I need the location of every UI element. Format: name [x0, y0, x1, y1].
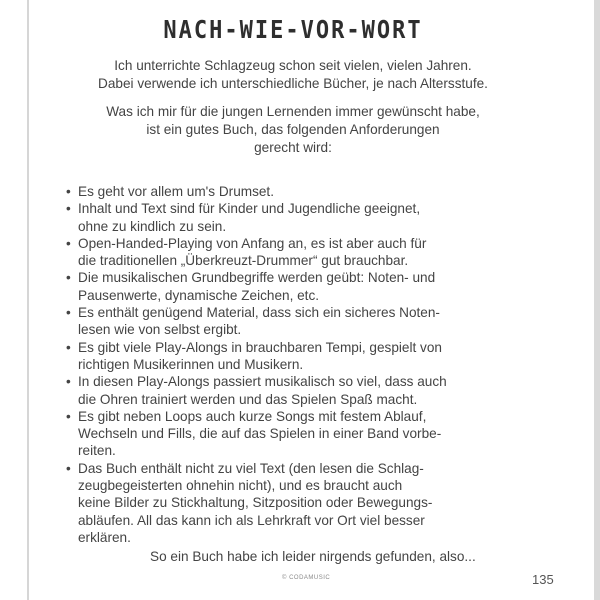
page-content	[58, 18, 528, 566]
intro-line: ist ein gutes Buch, das folgenden Anforderungen	[146, 122, 440, 137]
copyright-note: © CODAMUSIC	[282, 575, 331, 581]
page-edge-right	[594, 0, 600, 600]
requirement-line: Es gibt viele Play-Alongs in brauchbaren Tempi, gespielt von	[78, 339, 442, 355]
bullet-icon: •	[66, 374, 71, 390]
page-number: 135	[532, 572, 554, 587]
bullet-icon: •	[66, 305, 71, 321]
page-title: NACH-WIE-VOR-WORT	[163, 16, 423, 45]
requirement-line: Es enthält genügend Material, dass sich ein sicheres Noten-	[78, 305, 440, 321]
bullet-icon: •	[66, 184, 71, 199]
bullet-icon: •	[66, 339, 71, 355]
requirement-item	[66, 339, 528, 374]
requirement-line: ohne zu kindlich zu sein.	[78, 218, 227, 234]
requirement-line: die traditionellen „Überkreuzt-Drummer“ gut brauchbar.	[78, 253, 409, 269]
requirement-item	[66, 460, 528, 546]
requirement-item	[66, 304, 528, 339]
page-edge-left	[27, 0, 29, 600]
requirement-item	[66, 235, 528, 270]
requirement-item	[66, 183, 528, 200]
bullet-icon: •	[66, 460, 71, 476]
requirement-line: die Ohren trainiert werden und das Spielen Spaß macht.	[78, 391, 418, 407]
requirement-line: Pausenwerte, dynamische Zeichen, etc.	[78, 287, 320, 303]
requirement-line: keine Bilder zu Stickhaltung, Sitzposition oder Bewegungs-	[78, 495, 433, 511]
bullet-icon: •	[66, 201, 71, 217]
intro-paragraph-1	[58, 57, 528, 93]
intro-line: Ich unterrichte Schlagzeug schon seit vielen, vielen Jahren.	[114, 58, 472, 73]
bullet-icon: •	[66, 235, 71, 251]
requirement-line: zeugbegeisterten ohnehin nicht), und es braucht auch	[78, 478, 403, 494]
requirement-item	[66, 269, 528, 304]
requirement-line: Es gibt neben Loops auch kurze Songs mit festem Ablauf,	[78, 408, 427, 424]
requirement-line: Wechseln und Fills, die auf das Spielen in einer Band vorbe-	[78, 426, 442, 442]
requirement-line: In diesen Play-Alongs passiert musikalisch so viel, dass auch	[78, 374, 447, 390]
requirement-line: Inhalt und Text sind für Kinder und Jugendliche geeignet,	[78, 201, 421, 217]
bullet-icon: •	[66, 408, 71, 424]
requirement-line: Die musikalischen Grundbegriffe werden geübt: Noten- und	[78, 270, 436, 286]
requirements-list	[58, 183, 528, 546]
requirement-line: Es geht vor allem um's Drumset.	[78, 184, 274, 199]
intro-line: Was ich mir für die jungen Lernenden immer gewünscht habe,	[106, 104, 480, 119]
intro-line: Dabei verwende ich unterschiedliche Bücher, je nach Altersstufe.	[98, 76, 488, 91]
requirement-item	[66, 373, 528, 408]
requirement-line: reiten.	[78, 443, 116, 459]
intro-line: gerecht wird:	[254, 140, 332, 155]
requirement-line: abläufen. All das kann ich als Lehrkraft vor Ort viel besser	[78, 512, 425, 528]
requirement-item	[66, 200, 528, 235]
requirement-line: lesen wie von selbst ergibt.	[78, 322, 242, 338]
requirement-item	[66, 408, 528, 460]
requirement-line: erklären.	[78, 529, 131, 545]
bullet-icon: •	[66, 270, 71, 286]
intro-paragraph-2	[58, 103, 528, 157]
requirement-line: Das Buch enthält nicht zu viel Text (den lesen die Schlag-	[78, 460, 424, 476]
closing-line: So ein Buch habe ich leider nirgends gefunden, also...	[150, 549, 476, 565]
requirement-line: richtigen Musikerinnen und Musikern.	[78, 356, 304, 372]
requirement-line: Open-Handed-Playing von Anfang an, es ist aber auch für	[78, 235, 427, 251]
